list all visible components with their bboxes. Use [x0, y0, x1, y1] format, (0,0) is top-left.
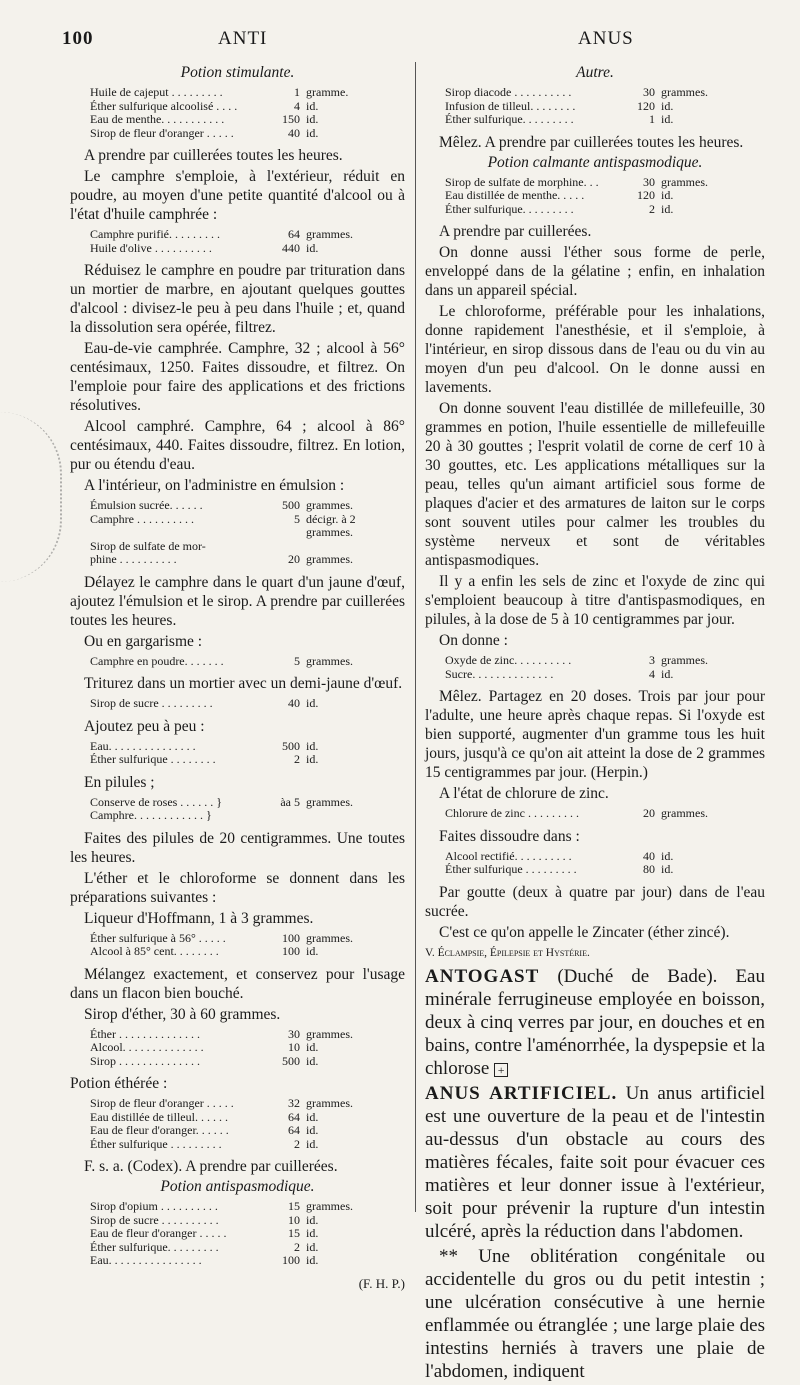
unit: gramme. — [306, 85, 349, 99]
recipe-table — [445, 807, 765, 821]
unit: id. — [306, 696, 319, 710]
unit: id. — [306, 1226, 319, 1240]
quantity: 30 — [643, 174, 655, 189]
recipe-row — [90, 1200, 405, 1214]
ingredient-name: Camphre en poudre. . . . . . . — [90, 653, 224, 668]
paragraph: Ajoutez peu à peu : — [84, 717, 205, 735]
recipe-row — [445, 189, 765, 203]
unit: id. — [661, 112, 674, 126]
recipe-row — [90, 127, 405, 141]
unit: grammes. — [306, 930, 353, 945]
unit: grammes. — [306, 794, 353, 809]
ingredient-name: Éther sulfurique . . . . . . . . . — [445, 862, 577, 876]
unit: grammes. — [306, 1026, 353, 1041]
unit — [306, 809, 386, 823]
recipe-table — [445, 86, 765, 127]
unit: décigr. à 2 grammes. — [306, 511, 356, 539]
section-title: Potion calmante antispasmodique. — [487, 153, 703, 171]
recipe-table — [90, 1028, 405, 1069]
ingredient-name: Conserve de roses . . . . . . } — [90, 794, 223, 809]
ingredient-name: Eau. . . . . . . . . . . . . . . . — [90, 1253, 202, 1267]
ingredient-name: Sirop de fleur d'oranger . . . . . — [90, 1096, 234, 1110]
recipe-row — [90, 740, 405, 754]
quantity: 20 — [288, 552, 300, 566]
paragraph: Mélangez exactement, et conservez pour l'usage dans un flacon bien bouché. — [70, 965, 405, 1002]
quantity: 15 — [288, 1226, 300, 1240]
quantity: 10 — [288, 1040, 300, 1054]
recipe-row — [445, 86, 765, 100]
unit: grammes. — [306, 498, 353, 512]
recipe-row — [90, 1138, 405, 1152]
recipe-row — [90, 499, 405, 513]
recipe-row — [445, 203, 765, 217]
ingredient-name: Camphre . . . . . . . . . . — [90, 511, 194, 526]
recipe-table — [90, 499, 405, 567]
ingredient-name: Chlorure de zinc . . . . . . . . . — [445, 806, 579, 820]
recipe-row — [445, 850, 765, 864]
recipe-table — [90, 86, 405, 140]
unit: id. — [306, 1040, 319, 1054]
recipe-table — [90, 740, 405, 767]
unit: id. — [306, 240, 319, 255]
page-number: 100 — [62, 28, 94, 49]
quantity: 10 — [288, 1212, 300, 1227]
quantity: 2 — [649, 201, 655, 216]
quantity: 15 — [288, 1199, 300, 1213]
paragraph: Triturez dans un mortier avec un demi-jaune d'œuf. — [84, 675, 403, 692]
paragraph: Potion éthérée : — [70, 1075, 168, 1092]
recipe-row — [90, 697, 405, 711]
recipe-row — [90, 809, 405, 823]
recipe-table — [445, 654, 765, 681]
unit: id. — [306, 98, 319, 113]
ingredient-name: Éther . . . . . . . . . . . . . . — [90, 1026, 200, 1041]
ingredient-name: Sirop de sucre . . . . . . . . . . — [90, 1212, 219, 1227]
recipe-row — [90, 100, 405, 114]
quantity — [250, 809, 306, 823]
paragraph: Faites dissoudre dans : — [439, 827, 580, 845]
recipe-row — [90, 1241, 405, 1255]
quantity: 100 — [282, 1253, 300, 1267]
entry-antogast — [425, 965, 765, 1080]
recipe-table — [90, 1097, 405, 1151]
unit: grammes. — [306, 1096, 353, 1110]
library-stamp — [0, 412, 62, 582]
unit: id. — [306, 1136, 319, 1151]
paragraph: Mêlez. Partagez en 20 doses. Trois par jour pour l'adulte, une heure après chaque repas. Si l'oxyde est bien supporté, augmenter d'un gramme tous les huit jours, jusqu'à ce qu'on ait atteint la dose de 2 grammes 15 centigrammes par jour. (Herpin.) — [425, 688, 765, 781]
recipe-row — [445, 176, 765, 190]
ingredient-name: Eau de menthe. . . . . . . . . . . — [90, 112, 225, 126]
unit: id. — [661, 201, 674, 216]
quantity: àa 5 — [280, 794, 300, 809]
recipe-row — [90, 1028, 405, 1042]
right-column — [425, 62, 765, 1385]
quantity: 20 — [643, 806, 655, 820]
quantity: 2 — [294, 1136, 300, 1151]
running-head-right: ANUS — [578, 28, 634, 49]
ingredient-name: Éther sulfurique. . . . . . . . . — [445, 112, 574, 126]
quantity: 2 — [294, 752, 300, 766]
recipe-row — [445, 807, 765, 821]
recipe-row — [90, 113, 405, 127]
recipe-table — [90, 228, 405, 255]
recipe-row — [90, 513, 405, 540]
unit: id. — [306, 1239, 319, 1254]
paragraph: En pilules ; — [84, 773, 155, 791]
ingredient-name: Infusion de tilleul. . . . . . . . — [445, 98, 576, 113]
quantity: 120 — [637, 188, 655, 202]
paragraph: Sirop d'éther, 30 à 60 grammes. — [84, 1005, 281, 1023]
recipe-row — [445, 863, 765, 877]
ingredient-name: Sirop de sucre . . . . . . . . . — [90, 696, 213, 710]
cross-reference: V. Éclampsie, Épilepsie et Hystérie. — [425, 946, 590, 959]
plus-box-icon: + — [494, 1063, 508, 1077]
recipe-row — [90, 1254, 405, 1268]
recipe-row — [90, 1124, 405, 1138]
quantity: 64 — [288, 1109, 300, 1124]
paragraph: A l'intérieur, on l'administre en émulsion : — [84, 477, 345, 494]
ingredient-name: Éther sulfurique . . . . . . . . — [90, 752, 216, 766]
unit: grammes. — [306, 1199, 353, 1213]
ingredient-name: Huile d'olive . . . . . . . . . . — [90, 240, 212, 255]
recipe-row — [90, 540, 405, 554]
recipe-row — [90, 86, 405, 100]
unit: id. — [306, 125, 319, 140]
ingredient-name: Sirop . . . . . . . . . . . . . . — [90, 1053, 201, 1068]
recipe-row — [90, 1227, 405, 1241]
quantity: 500 — [282, 1053, 300, 1068]
ingredient-name: Eau distillée de menthe. . . . . — [445, 188, 585, 202]
unit: id. — [306, 112, 319, 126]
recipe-row — [90, 1214, 405, 1228]
paragraph: Eau-de-vie camphrée. Camphre, 32 ; alcool à 56° centésimaux, 1250. Faites dissoudre, et filtrez. On l'emploie pour faire des applications et des frictions résolutives. — [70, 340, 405, 414]
quantity: 32 — [288, 1096, 300, 1110]
unit: grammes. — [661, 653, 708, 667]
ingredient-name: Eau de fleur d'oranger. . . . . . — [90, 1123, 229, 1137]
recipe-row — [90, 1055, 405, 1069]
recipe-row — [90, 228, 405, 242]
recipe-row — [90, 655, 405, 669]
paragraph: On donne aussi l'éther sous forme de perle, enveloppé dans de la gélatine ; enfin, en inhalation dans un appareil spécial. — [425, 244, 765, 299]
section-title: Potion antispasmodique. — [160, 1178, 315, 1195]
quantity: 2 — [294, 1239, 300, 1254]
paragraph: Alcool camphré. Camphre, 64 ; alcool à 86° centésimaux, 440. Faites dissoudre, filtrez. En lotion, pur ou étendu d'eau. — [70, 418, 405, 473]
paragraph: Il y a enfin les sels de zinc et l'oxyde de zinc qui s'emploient beaucoup à titre d'antispasmodiques, en pilules, à la dose de 5 à 10 centigrammes par jour. — [425, 573, 765, 628]
recipe-row — [445, 100, 765, 114]
recipe-row — [90, 945, 405, 959]
unit: grammes. — [661, 85, 708, 99]
recipe-row — [445, 668, 765, 682]
quantity: 100 — [282, 944, 300, 958]
recipe-row — [445, 113, 765, 127]
recipe-row — [90, 753, 405, 767]
recipe-table — [90, 697, 405, 711]
column-divider — [415, 62, 416, 1212]
ingredient-name: Eau de fleur d'oranger . . . . . — [90, 1226, 227, 1240]
paragraph: On donne souvent l'eau distillée de millefeuille, 30 grammes en potion, l'huile essentielle de millefeuille 20 à 30 gouttes ; l'esprit volatil de corne de cerf 10 à 30 gouttes, etc. Les applications métalliques sur la peau, telles qu'un aimant artificiel sous forme de plaques d'acier et des armatures de laiton sur le corps sont souvent utiles pour calmer les troubles du système nerveux et sont de véritables antispasmodiques. — [425, 400, 765, 569]
paragraph: Le chloroforme, préférable pour les inhalations, donne rapidement l'anesthésie, et il s'emploie, à l'intérieur, en sirop dissous dans de l'eau ou du vin au moyen d'un peu d'alcool. On le donne aussi en lavements. — [425, 303, 765, 396]
quantity: 1 — [649, 112, 655, 126]
recipe-row — [90, 242, 405, 256]
quantity: 100 — [282, 930, 300, 945]
quantity: 3 — [649, 653, 655, 667]
paragraph: F. s. a. (Codex). A prendre par cuillerées. — [84, 1158, 338, 1175]
unit: id. — [661, 848, 674, 863]
ingredient-name: Sirop de fleur d'oranger . . . . . — [90, 125, 234, 140]
quantity: 64 — [288, 227, 300, 241]
quantity: 5 — [294, 653, 300, 668]
ingredient-name: Sirop de sulfate de mor- — [90, 538, 206, 553]
ingredient-name: Camphre. . . . . . . . . . . . } — [90, 808, 212, 822]
ingredient-name: Sucre. . . . . . . . . . . . . . — [445, 666, 554, 681]
quantity: 500 — [282, 738, 300, 753]
ingredient-name: Éther sulfurique à 56° . . . . . — [90, 930, 226, 945]
unit: id. — [306, 738, 319, 753]
unit: grammes. — [661, 174, 708, 189]
ingredient-name: Eau. . . . . . . . . . . . . . . — [90, 738, 196, 753]
quantity: 120 — [637, 98, 655, 113]
unit: id. — [306, 752, 319, 766]
ingredient-name: Alcool rectifié. . . . . . . . . . — [445, 848, 572, 863]
entry-heading: ANUS ARTIFICIEL. — [425, 1082, 618, 1104]
quantity: 40 — [288, 125, 300, 140]
quantity: 40 — [288, 696, 300, 710]
recipe-row — [90, 1097, 405, 1111]
paragraph: ** Une oblitération congénitale ou accidentelle du gros ou du petit intestin ; une ulcération consécutive à une hernie enflammée ou étranglée ; une large plaie des intestins herniés à travers une plaie de l'abdomen, indiquent — [425, 1245, 765, 1382]
entry-text: (Duché de Bade). Eau minérale ferrugineuse employée en boisson, deux à cinq verres par jour, en douches et en bains, contre l'aménorrhée, la dyspepsie et la chlorose — [425, 965, 766, 1079]
unit: grammes. — [306, 227, 353, 241]
paragraph: A prendre par cuillerées. — [439, 223, 592, 240]
paragraph: Ou en gargarisme : — [84, 632, 203, 650]
ingredient-name: Sirop de sulfate de morphine. . . — [445, 174, 599, 189]
ingredient-name: Émulsion sucrée. . . . . . — [90, 498, 203, 512]
ingredient-name: Éther sulfurique. . . . . . . . . — [445, 201, 574, 216]
unit — [306, 540, 386, 554]
ingredient-name: Éther sulfurique. . . . . . . . . — [90, 1239, 219, 1254]
paragraph: Mêlez. A prendre par cuillerées toutes les heures. — [439, 133, 744, 151]
recipe-row — [90, 553, 405, 567]
ingredient-name: Sirop diacode . . . . . . . . . . — [445, 85, 572, 99]
recipe-row — [90, 796, 405, 810]
paragraph: Le camphre s'emploie, à l'extérieur, réduit en poudre, au moyen d'une petite quantité d'alcool ou à l'état d'huile camphrée : — [70, 168, 405, 223]
quantity: 80 — [643, 862, 655, 876]
entry-text: Un anus artificiel est une ouverture de la peau et de l'intestin au-dessus d'un obstacle au cours des matières fécales, faite soit pour évacuer ces matières et leur donner issue à l'extérieur, soit pour prévenir la rupture d'un intestin ulcéré, après la réduction dans l'abdomen. — [425, 1082, 765, 1242]
paragraph: Liqueur d'Hoffmann, 1 à 3 grammes. — [84, 909, 314, 927]
recipe-table — [445, 850, 765, 877]
quantity: 4 — [649, 666, 655, 681]
quantity: 40 — [643, 848, 655, 863]
ingredient-name: Alcool. . . . . . . . . . . . . . — [90, 1040, 204, 1054]
unit: grammes. — [306, 552, 353, 566]
unit: id. — [306, 1053, 319, 1068]
paragraph: A l'état de chlorure de zinc. — [439, 785, 609, 802]
recipe-row — [90, 1111, 405, 1125]
ingredient-name: Eau distillée de tilleul. . . . . . — [90, 1109, 228, 1124]
unit: id. — [661, 98, 674, 113]
recipe-table — [90, 932, 405, 959]
paragraph: C'est ce qu'on appelle le Zincater (éther zincé). — [439, 923, 730, 941]
ingredient-name: Éther sulfurique . . . . . . . . . — [90, 1136, 222, 1151]
paragraph: Délayez le camphre dans le quart d'un jaune d'œuf, ajoutez l'émulsion et le sirop. A prendre par cuillerées toutes les heures. — [70, 573, 405, 629]
recipe-row — [445, 654, 765, 668]
paragraph: Faites des pilules de 20 centigrammes. Une toutes les heures. — [70, 829, 405, 866]
unit: id. — [306, 1123, 319, 1137]
recipe-table — [445, 176, 765, 217]
ingredient-name: Alcool à 85° cent. . . . . . . . — [90, 944, 219, 958]
section-title: Potion stimulante. — [180, 64, 295, 81]
quantity: 30 — [288, 1026, 300, 1041]
quantity: 5 — [294, 511, 300, 526]
unit: grammes. — [306, 653, 353, 668]
quantity: 30 — [643, 85, 655, 99]
ingredient-name: Sirop d'opium . . . . . . . . . . — [90, 1199, 218, 1213]
quantity: 500 — [282, 498, 300, 512]
ingredient-name: Camphre purifié. . . . . . . . . — [90, 227, 220, 241]
entry-anus — [425, 1082, 765, 1243]
quantity: 64 — [288, 1123, 300, 1137]
source-signature: (F. H. P.) — [358, 1275, 405, 1291]
left-column — [70, 62, 405, 1295]
quantity: 4 — [294, 98, 300, 113]
recipe-table — [90, 655, 405, 669]
paragraph: L'éther et le chloroforme se donnent dans les préparations suivantes : — [70, 869, 405, 906]
paragraph: Réduisez le camphre en poudre par trituration dans un mortier de marbre, en ajoutant quelques gouttes d'alcool : divisez-le peu à peu dans l'huile ; et, quand la dissolution sera opérée, filtrez. — [70, 262, 405, 336]
section-title: Autre. — [576, 64, 614, 81]
running-head-left: ANTI — [218, 28, 268, 49]
unit: id. — [306, 944, 319, 958]
recipe-row — [90, 932, 405, 946]
unit: id. — [306, 1109, 319, 1124]
paragraph: Par goutte (deux à quatre par jour) dans de l'eau sucrée. — [425, 883, 765, 920]
unit: grammes. — [661, 806, 708, 820]
unit: id. — [661, 862, 674, 876]
unit: id. — [306, 1212, 319, 1227]
ingredient-name: Éther sulfurique alcoolisé . . . . — [90, 98, 238, 113]
recipe-table — [90, 1200, 405, 1268]
unit: id. — [306, 1253, 319, 1267]
unit: id. — [661, 666, 674, 681]
recipe-table — [90, 796, 405, 823]
ingredient-name: phine . . . . . . . . . . — [90, 552, 177, 566]
ingredient-name: Oxyde de zinc. . . . . . . . . . — [445, 653, 572, 667]
recipe-row — [90, 1041, 405, 1055]
quantity: 150 — [282, 112, 300, 126]
unit: id. — [661, 188, 674, 202]
entry-heading: ANTOGAST — [425, 965, 540, 987]
quantity: 440 — [282, 240, 300, 255]
ingredient-name: Huile de cajeput . . . . . . . . . — [90, 85, 223, 99]
quantity: 1 — [294, 85, 300, 99]
quantity — [250, 540, 306, 554]
paragraph: A prendre par cuillerées toutes les heures. — [84, 147, 343, 164]
paragraph: On donne : — [439, 632, 508, 649]
